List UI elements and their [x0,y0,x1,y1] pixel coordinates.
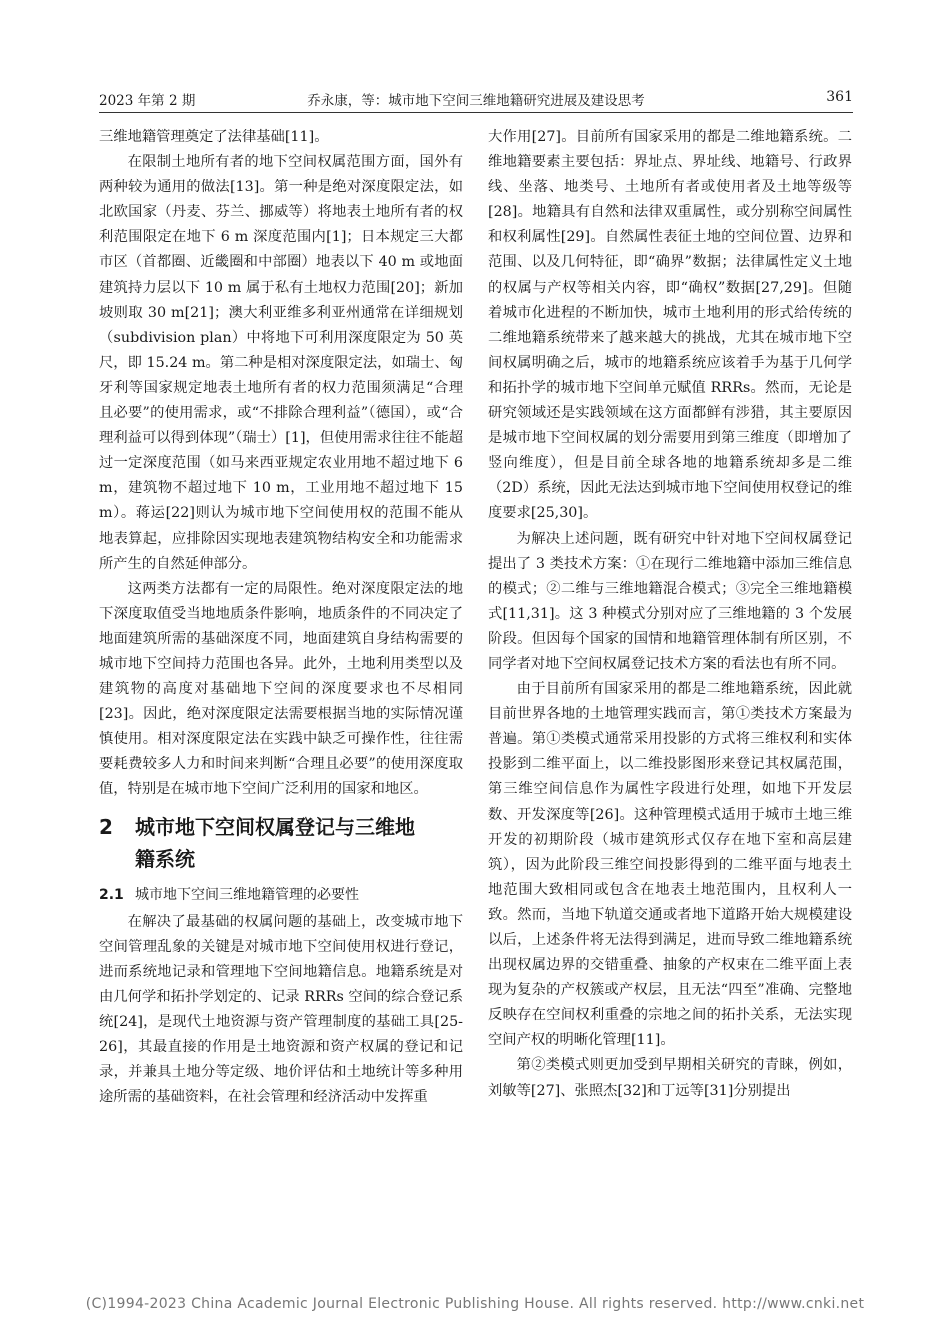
paragraph: 这两类方法都有一定的局限性。绝对深度限定法的地下深度取值受当地地质条件影响，地质条件的不同决定了地面建筑所需的基础深度不同，地面建筑自身结构需要的城市地下空间持力范围也各异。此外，土地利用类型以及建筑物的高度对基础地下空间的深度要求也不尽相同[23]。因此，绝对深度限定法需要根据当地的实际情况谨慎使用。相对深度限定法在实践中缺乏可操作性，往往需要耗费较多人力和时间来判断“合理且必要”的使用深度取值，特别是在城市地下空间广泛利用的国家和地区。 [99,580,463,798]
right-column [488,125,852,1104]
left-column [99,125,463,1110]
paragraph: 由于目前所有国家采用的都是二维地籍系统，因此就目前世界各地的土地管理实践而言，第①类技术方案最为普遍。第①类模式通常采用投影的方式将三维权利和实体投影到二维平面上，以二维投影图形来登记其权属范围，第三维空间信息作为属性字段进行处理，如地下开发层数、开发深度等[26]。这种管理模式适用于城市土地三维开发的初期阶段（城市建筑形式仅存在地下室和高层建筑），因为此阶段三维空间投影得到的二维平面与地表土地范围大致相同或包含在地表土地范围内，且权利人一致。然而，当地下轨道交通或者地下道路开始大规模建设以后，上述条件将无法得到满足，进而导致二维地籍系统出现权属边界的交错重叠、抽象的产权束在二维平面上表现为复杂的产权簇或产权层，且无法“四至”准确、完整地反映存在空间权利重叠的宗地之间的拓扑关系，无法实现空间产权的明晰化管理[11]。 [488,681,852,1049]
subsection-heading [99,883,463,908]
paragraph: 为解决上述问题，既有研究中针对地下空间权属登记提出了 3 类技术方案：①在现行二维地籍中添加三维信息的模式；②二维与三维地籍混合模式；③完全三维地籍模式[11,31]。这 3 种模式分别对应了三维地籍的 3 个发展阶段。但因每个国家的国情和地籍管理体制有所区别，不同学者对地下空间权属登记技术方案的看法也有所不同。 [488,530,852,672]
running-header [99,89,853,113]
subsection-number: 2.1 [99,886,124,903]
paragraph: 第②类模式则更加受到早期相关研究的青睐，例如，刘敏等[27]、张照杰[32]和丁远等[31]分别提出 [488,1057,852,1099]
issue-label: 2023 年第 2 期 [99,93,196,109]
page-number: 361 [826,89,853,105]
paragraph: 三维地籍管理奠定了法律基础[11]。 [99,129,329,145]
subsection-title: 城市地下空间三维地籍管理的必要性 [135,886,359,903]
paragraph: 在限制土地所有者的地下空间权属范围方面，国外有两种较为通用的做法[13]。第一种是绝对深度限定法，如北欧国家（丹麦、芬兰、挪威等）将地表土地所有者的权利范围限定在地下 6 m 深度范围内[1]；日本规定三大都市区（首都圈、近畿圈和中部圈）地表以下 40 m 或地面建筑持力层以下 10 m 属于私有土地权力范围[20]；新加坡则取 30 m[21]；澳大利亚维多利亚州通常在详细规划（subdivision plan）中将地下可利用深度限定为 50 英尺，即 15.24 m。第二种是相对深度限定法，如瑞士、匈牙利等国家规定地表土地所有者的权力范围须满足“合理且必要”的使用需求，或“不排除合理利益”（德国），或“合理利益可以得到体现”（瑞士）[1]，但使用需求往往不能超过一定深度范围（如马来西亚规定农业用地不超过地下 6 m，建筑物不超过地下 10 m，工业用地不超过地下 15 m）。蒋运[22]则认为城市地下空间使用权的范围不能从地表算起，应排除因实现地表建筑物结构安全和功能需求所产生的自然延伸部分。 [99,154,463,572]
paragraph: 大作用[27]。目前所有国家采用的都是二维地籍系统。二维地籍要素主要包括：界址点、界址线、地籍号、行政界线、坐落、地类号、土地所有者或使用者及土地等级等[28]。地籍具有自然和法律双重属性，或分别称空间属性和权利属性[29]。自然属性表征土地的空间位置、边界和范围、以及几何特征，即“确界”数据；法律属性定义土地的权属与产权等相关内容，即“确权”数据[27,29]。但随着城市化进程的不断加快，城市土地利用的形式给传统的二维地籍系统带来了越来越大的挑战，尤其在城市地下空间权属明确之后，城市的地籍系统应该着手为基于几何学和拓扑学的城市地下空间单元赋值 RRRs。然而，无论是研究领域还是实践领域在这方面都鲜有涉猎，其主要原因是城市地下空间权属的划分需要用到第三维度（即增加了竖向维度），但是目前全球各地的地籍系统却多是二维（2D）系统，因此无法达到城市地下空间使用权登记的维度要求[25,30]。 [488,129,852,522]
header-rule [99,112,853,113]
section-title-line-2: 籍系统 [135,846,195,871]
copyright-footer: (C)1994-2023 China Academic Journal Electronic Publishing House. All rights reserved. http://www.cnki.net [85,1296,865,1312]
paragraph: 在解决了最基础的权属问题的基础上，改变城市地下空间管理乱象的关键是对城市地下空间使用权进行登记，进而系统地记录和管理地下空间地籍信息。地籍系统是对由几何学和拓扑学划定的、记录 RRRs 空间的综合登记系统[24]，是现代土地资源与资产管理制度的基础工具[25-26]，其最直接的作用是土地资源和资产权属的登记和记录，并兼具土地分等定级、地价评估和土地统计等多种用途所需的基础资料，在社会管理和经济活动中发挥重 [99,913,463,1106]
running-title: 乔永康，等：城市地下空间三维地籍研究进展及建设思考 [307,93,645,109]
section-heading [99,811,463,875]
section-title-line-1: 城市地下空间权属登记与三维地 [135,814,415,839]
section-number: 2 [99,814,113,839]
